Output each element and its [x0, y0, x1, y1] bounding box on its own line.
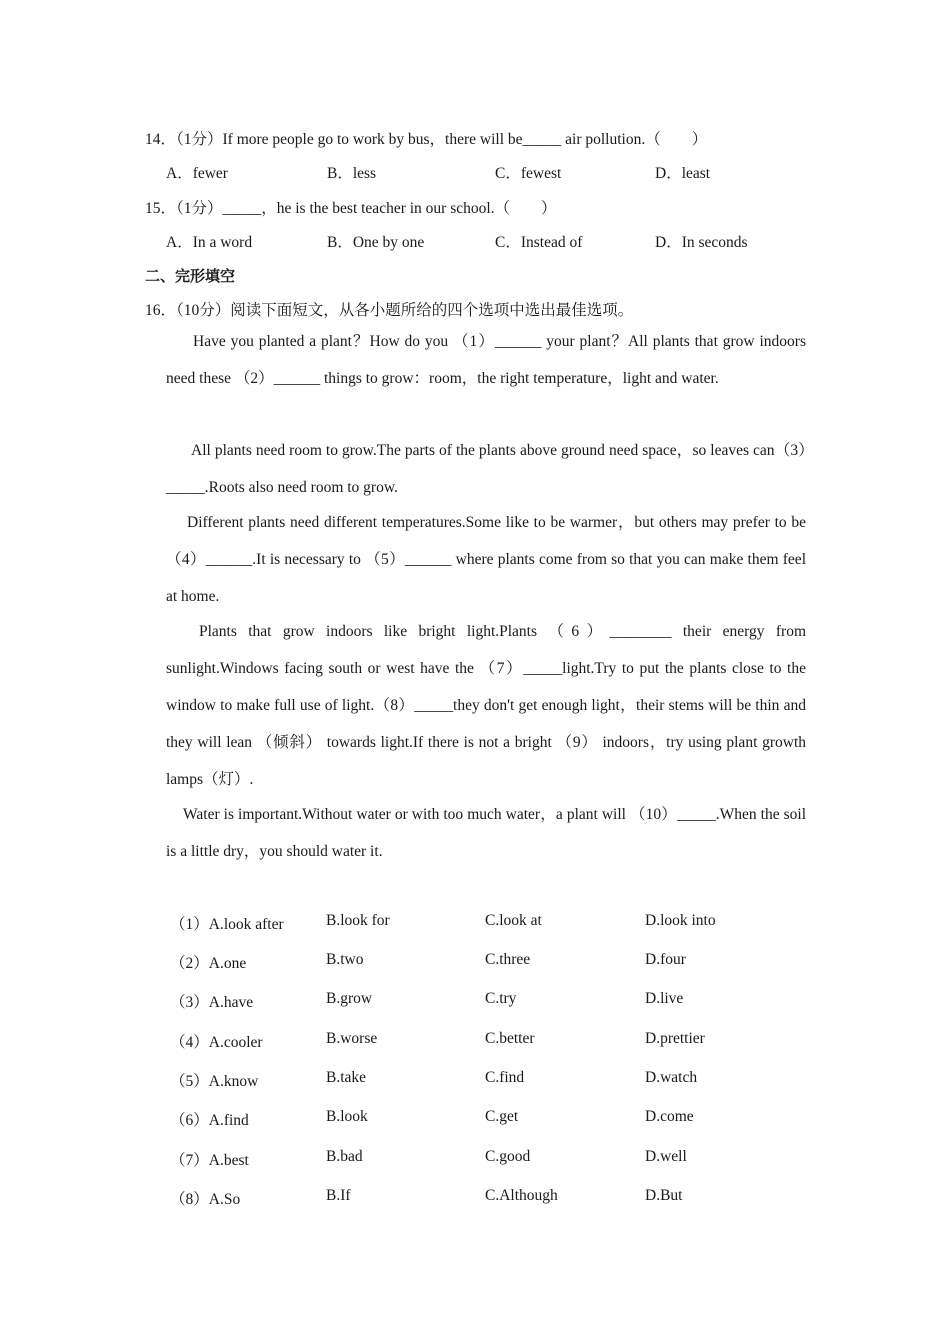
choice-7-b: B.bad — [326, 1148, 363, 1165]
section-heading-cloze: 二、完形填空 — [145, 267, 236, 285]
choice-7-c: C.good — [485, 1148, 531, 1165]
q14-option-a: A．fewer — [166, 165, 228, 182]
choice-7-d: D.well — [645, 1148, 687, 1165]
q15-option-a: A．In a word — [166, 234, 253, 251]
cloze-paragraph-5: Water is important.Without water or with too much water，a plant will （10）_____.When the soil is a little dry，you should water it. — [166, 806, 806, 860]
choice-4-c: C.better — [485, 1030, 535, 1047]
choice-3-a: （3）A.have — [170, 994, 254, 1011]
question-14-stem: 14．（1分）If more people go to work by bus，there will be_____ air pollution.（ ） — [145, 131, 708, 148]
choice-1-d: D.look into — [645, 912, 716, 929]
q15-option-d: D．In seconds — [655, 234, 748, 251]
q14-option-d: D．least — [655, 165, 711, 182]
choice-5-b: B.take — [326, 1069, 367, 1086]
choice-8-a: （8）A.So — [170, 1191, 241, 1208]
cloze-paragraph-1: Have you planted a plant？How do you （1）______ your plant？All plants that grow indoors need these （2）______ things to grow：room，the right temperature，light and water. — [166, 333, 806, 387]
q14-option-c: C．fewest — [495, 165, 562, 182]
choice-3-c: C.try — [485, 990, 517, 1007]
choice-3-d: D.live — [645, 990, 684, 1007]
choice-7-a: （7）A.best — [170, 1152, 249, 1169]
q15-option-c: C．Instead of — [495, 234, 583, 251]
choice-6-b: B.look — [326, 1108, 368, 1125]
question-16-stem: 16．（10分）阅读下面短文，从各小题所给的四个选项中选出最佳选项。 — [145, 302, 634, 319]
choice-6-a: （6）A.find — [170, 1112, 249, 1129]
choice-1-c: C.look at — [485, 912, 542, 929]
cloze-paragraph-2: All plants need room to grow.The parts of the plants above ground need space，so leaves can（3）_____.Roots also need room to grow. — [166, 442, 806, 496]
cloze-paragraph-3: Different plants need different temperatures.Some like to be warmer，but others may prefer to be （4）______.It is necessary to （5）______ where plants come from so that you can make them feel at home. — [166, 514, 806, 605]
q14-option-b: B．less — [327, 165, 377, 182]
choice-4-b: B.worse — [326, 1030, 378, 1047]
question-15-stem: 15．（1分）_____，he is the best teacher in our school.（ ） — [145, 200, 557, 217]
choice-6-c: C.get — [485, 1108, 519, 1125]
choice-8-c: C.Although — [485, 1187, 558, 1204]
choice-1-b: B.look for — [326, 912, 390, 929]
choice-8-b: B.If — [326, 1187, 351, 1204]
choice-5-d: D.watch — [645, 1069, 698, 1086]
cloze-paragraph-4: Plants that grow indoors like bright light.Plants （6）________ their energy from sunlight.Windows facing south or west have the （7）_____light.Try to put the plants close to the window to make full use of light.（8）_____they don't get enough light，their stems will be thin and they will lean （倾斜） towards light.If there is not a bright （9） indoors，try using plant growth lamps（灯）. — [166, 623, 806, 788]
choice-5-c: C.find — [485, 1069, 525, 1086]
choice-2-c: C.three — [485, 951, 531, 968]
choice-2-b: B.two — [326, 951, 364, 968]
choice-2-a: （2）A.one — [170, 955, 247, 972]
choice-4-a: （4）A.cooler — [170, 1034, 263, 1051]
choice-8-d: D.But — [645, 1187, 683, 1204]
choice-2-d: D.four — [645, 951, 686, 968]
choice-4-d: D.prettier — [645, 1030, 705, 1047]
choice-3-b: B.grow — [326, 990, 373, 1007]
q15-option-b: B．One by one — [327, 234, 425, 251]
choice-1-a: （1）A.look after — [170, 916, 284, 933]
choice-6-d: D.come — [645, 1108, 694, 1125]
choice-5-a: （5）A.know — [170, 1073, 259, 1090]
